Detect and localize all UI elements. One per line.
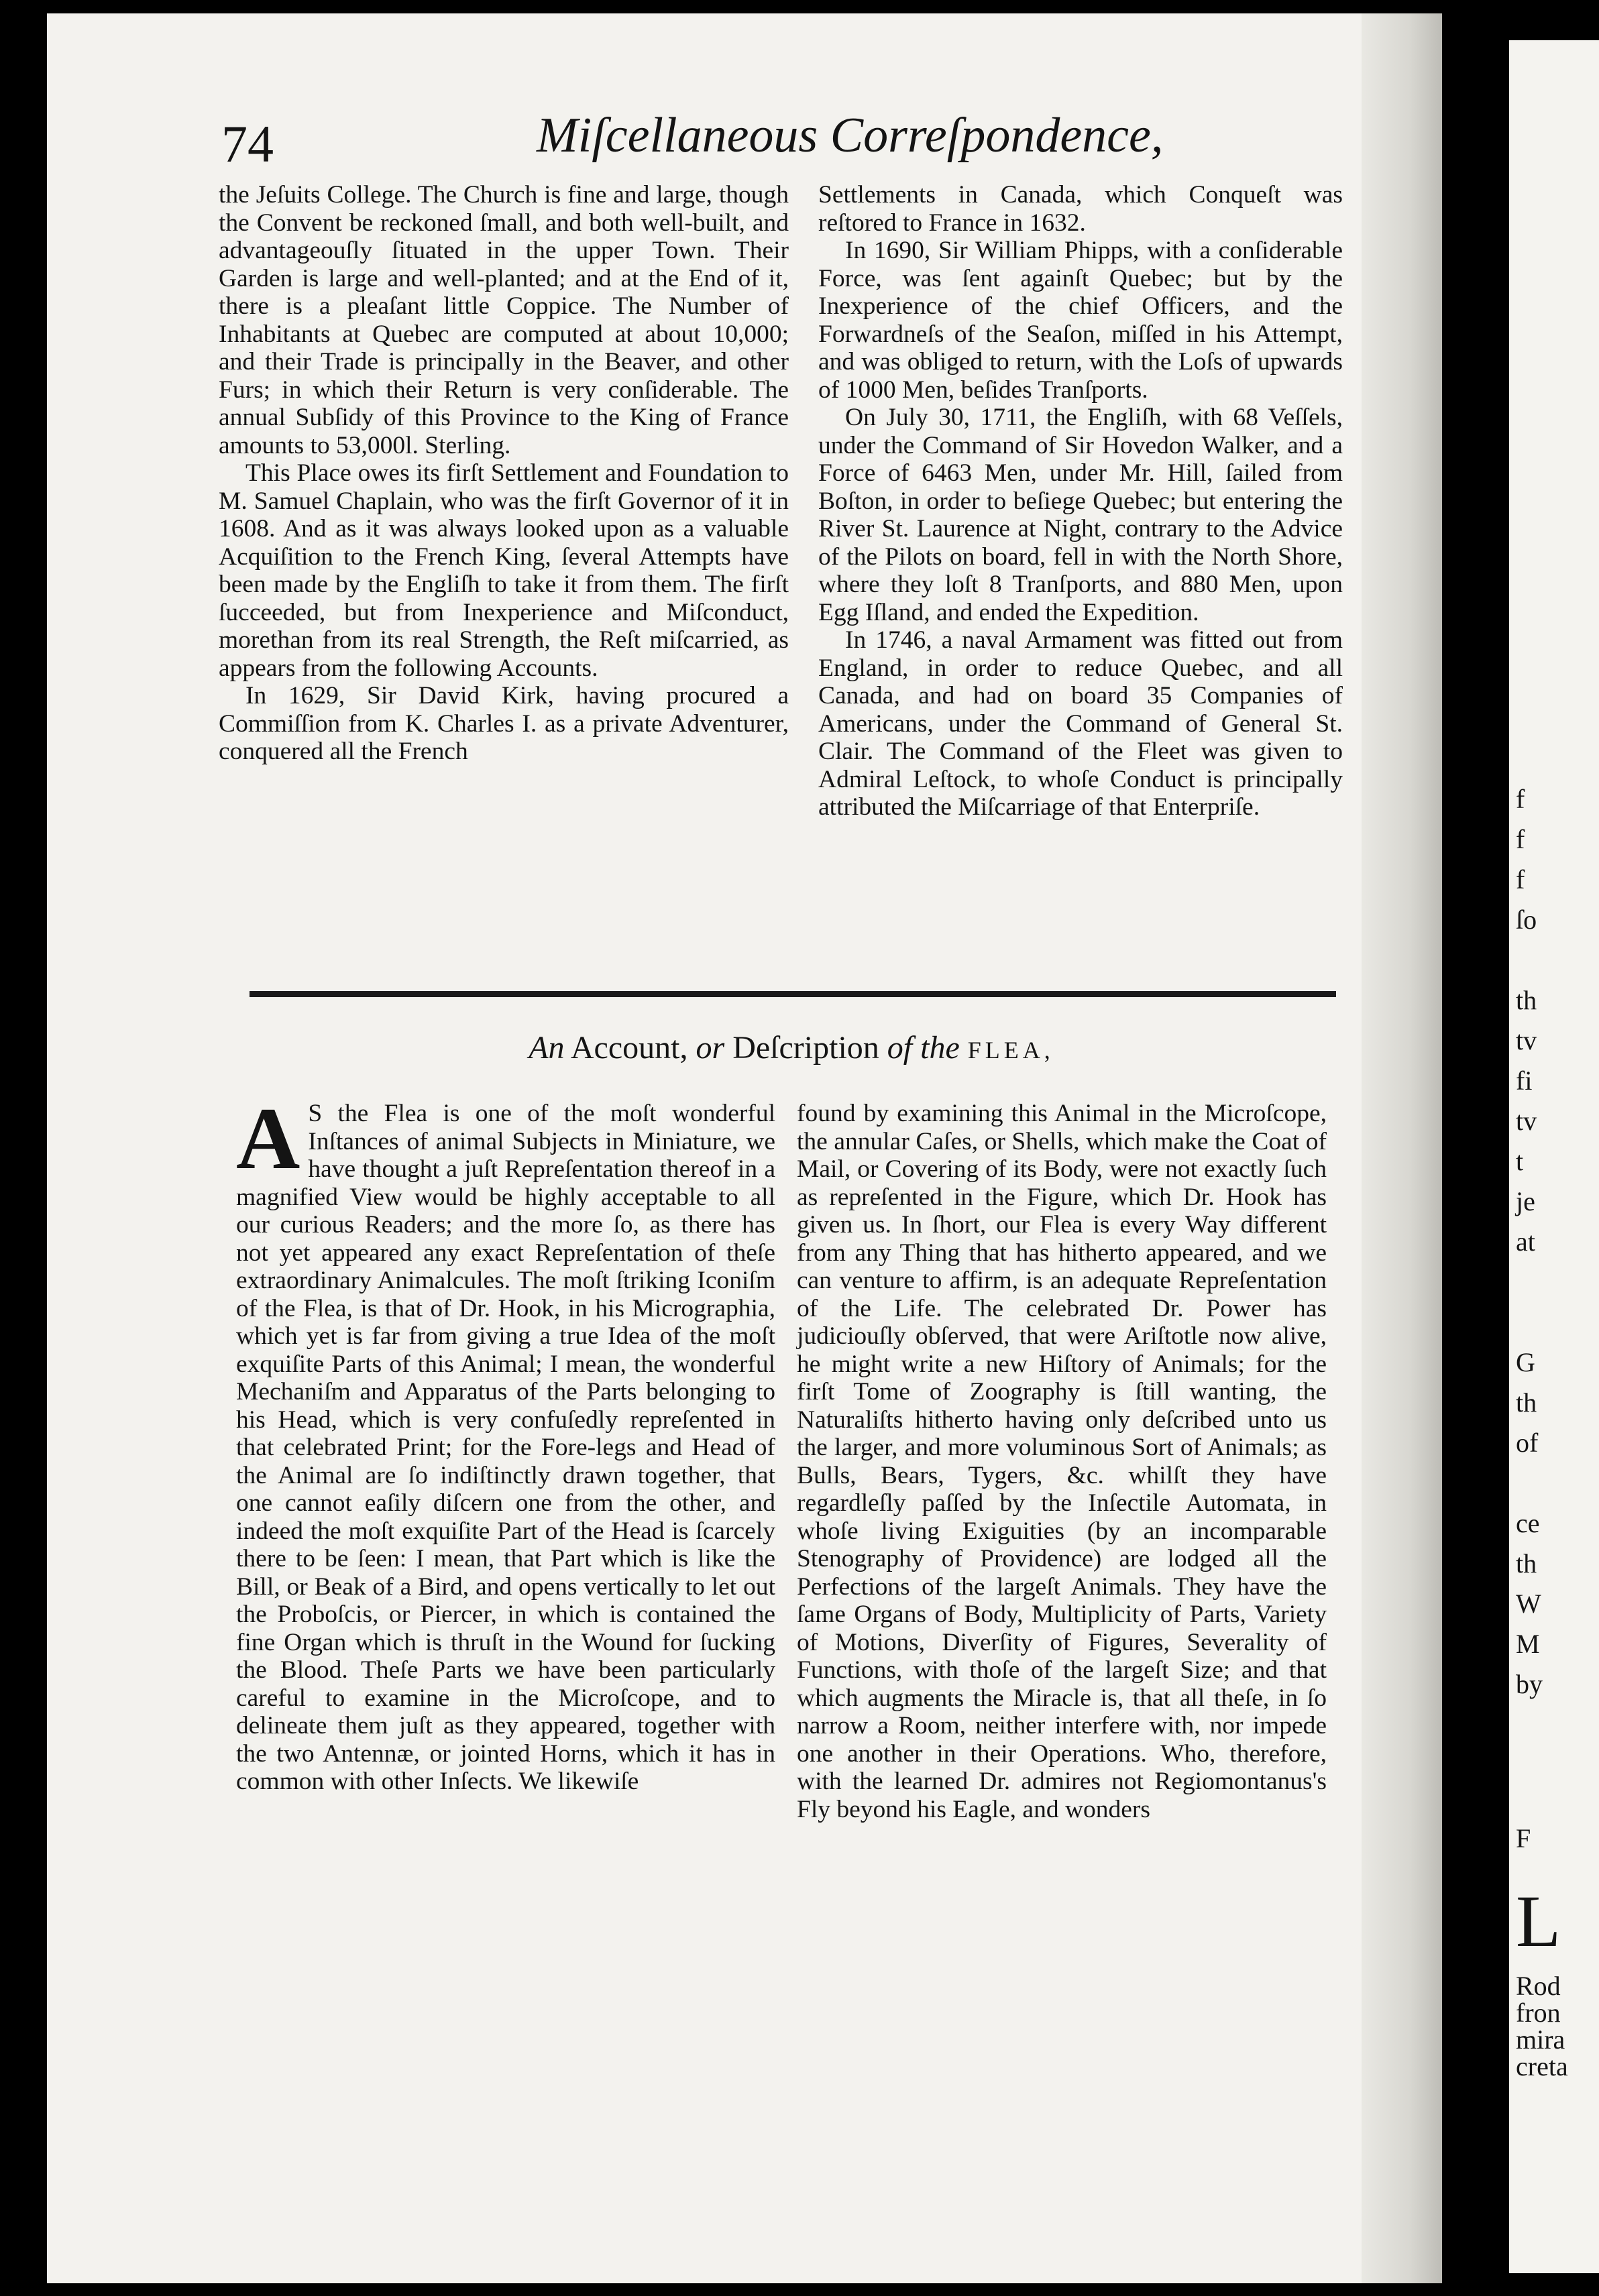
facing-page-fragment: ſo: [1516, 905, 1537, 935]
facing-page-fragment: L: [1516, 1880, 1561, 1962]
facing-page-fragment: of: [1516, 1428, 1539, 1458]
drop-cap: A: [236, 1089, 300, 1188]
facing-page-fragment: F: [1516, 1823, 1531, 1853]
column-top-right: [818, 181, 1343, 821]
paragraph: Settlements in Canada, which Conqueſt was reſtored to France in 1632.: [818, 181, 1343, 237]
paragraph: In 1746, a naval Armament was fitted out from England, in order to reduce Quebec, and all Canada, and had on board 35 Companies of Americans, under the Command of General St. Clair. The Command of the Fleet was given to Admiral Leſtock, to whoſe Conduct is principally attributed the Miſcarriage of that Enterpriſe.: [818, 626, 1343, 821]
title-part: of the: [887, 1030, 960, 1066]
facing-page: [1509, 40, 1599, 2273]
facing-page-fragment: t: [1516, 1146, 1524, 1176]
column-article-left: [236, 1089, 775, 1796]
paragraph: In 1629, Sir David Kirk, having procured a Commiſſion from K. Charles I. as a private Adventurer, conquered all the French: [219, 682, 789, 765]
paragraph: On July 30, 1711, the Engliſh, with 68 Veſſels, under the Command of Sir Hovedon Walker, and a Force of 6463 Men, under Mr. Hill, ſailed from Boſton, in order to beſiege Quebec; but entering the River St. Laurence at Night, contrary to the Advice of the Pilots on board, fell in with the North Shore, where they loſt 8 Tranſports, and 880 Men, upon Egg Iſland, and ended the Expedition.: [818, 404, 1343, 626]
page-edge: [1362, 13, 1442, 2283]
title-part: An: [529, 1030, 565, 1066]
facing-page-fragment: mira: [1516, 2024, 1565, 2055]
paragraph: In 1690, Sir William Phipps, with a conſiderable Force, was ſent againſt Quebec; but by the Inexperience of the chief Officers, and the Forwardneſs of the Seaſon, miſſed in his Attempt, and was obliged to return, with the Loſs of upwards of 1000 Men, beſides Tranſports.: [818, 237, 1343, 404]
facing-page-fragment: ce: [1516, 1508, 1540, 1538]
title-part: Deſcription: [732, 1030, 879, 1066]
facing-page-fragment: je: [1516, 1186, 1535, 1216]
title-part: Account,: [570, 1030, 688, 1066]
column-article-right: [797, 1100, 1327, 1823]
facing-page-fragment: th: [1516, 985, 1537, 1015]
facing-page-fragment: f: [1516, 824, 1525, 854]
paragraph: S the Flea is one of the moſt wonderful Inſtances of animal Subjects in Miniature, we have thought a juſt Repreſentation thereof in a magnified View would be highly acceptable to all our curious Readers; and the more ſo, as there has not yet appeared any exact Repreſentation of theſe extraordinary Animalcules. The moſt ſtriking Iconiſm of the Flea, is that of Dr. Hook, in his Micrographia, which yet is far from giving a true Idea of the moſt exquiſite Parts of this Animal; I mean, the wonderful Mechaniſm and Apparatus of the Parts belonging to his Head, which is very confuſedly repreſented in that celebrated Print; for the Fore-legs and Head of the Animal are ſo indiſtinctly drawn together, that one cannot eaſily diſcern one from the other, and indeed the moſt exquiſite Part of the Head is ſcarcely there to be ſeen: I mean, that Part which is like the Bill, or Beak of a Bird, and opens vertically to let out the Proboſcis, or Piercer, in which is contained the fine Organ which is thruſt in the Wound for ſucking the Blood. Theſe Parts we have been particularly careful to examine in the Microſcope, and to delineate them juſt as they appeared, together with the two Antennæ, or jointed Horns, which it has in common with other Inſects. We likewiſe: [236, 1100, 775, 1795]
facing-page-fragment: tv: [1516, 1025, 1537, 1055]
facing-page-fragment: tv: [1516, 1106, 1537, 1136]
article-title: [248, 1029, 1335, 1066]
paragraph: the Jeſuits College. The Church is fine and large, though the Convent be reckoned ſmall, and both well-built, and advantageouſly ſituated in the upper Town. Their Garden is large and well-planted; and at the End of it, there is a pleaſant little Coppice. The Number of Inhabitants at Quebec are computed at about 10,000; and their Trade is principally in the Beaver, and other Furs; in which their Return is very conſiderable. The annual Subſidy of this Province to the King of France amounts to 53,000l. Sterling.: [219, 181, 789, 459]
page-header: [221, 107, 1348, 181]
facing-page-fragment: M: [1516, 1629, 1540, 1659]
facing-page-fragment: W: [1516, 1589, 1541, 1619]
facing-page-fragment: Rod: [1516, 1971, 1561, 2001]
facing-page-fragment: by: [1516, 1669, 1543, 1699]
column-top-left: [219, 181, 789, 766]
facing-page-fragment: G: [1516, 1347, 1535, 1377]
facing-page-fragment: f: [1516, 864, 1525, 895]
running-title: Miſcellaneous Correſpondence,: [537, 108, 1164, 163]
facing-page-fragment: fi: [1516, 1066, 1533, 1096]
facing-page-fragment: creta: [1516, 2051, 1568, 2081]
paragraph: found by examining this Animal in the Microſcope, the annular Caſes, or Shells, which make the Coat of Mail, or Covering of its Body, were not exactly ſuch as repreſented in the Figure, which Dr. Hook has given us. In ſhort, our Flea is every Way different from any Thing that has hitherto appeared, and we can venture to affirm, is an adequate Repreſentation of the Life. The celebrated Dr. Power has judiciouſly obſerved, that were Ariſtotle now alive, he might write a new Hiſtory of Animals; for the firſt Tome of Zoography is ſtill wanting, the Naturaliſts hitherto having only deſcribed unto us the larger, and more voluminous Sort of Animals; as Bulls, Bears, Tygers, &c. whilſt they have regardleſly paſſed by the Inſectile Automata, in whoſe living Exiguities (by an incomparable Stenography of Providence) are lodged all the Perfections of the largeſt Animals. They have the ſame Organs of Body, Multiplicity of Parts, Variety of Motions, Diverſity of Figures, Severality of Functions, with thoſe of the largeſt Size; and that which augments the Miracle is, that all theſe, in ſo narrow a Room, neither interfere with, nor impede one another in their Operations. Who, therefore, with the learned Dr. admires not Regiomontanus's Fly beyond his Eagle, and wonders: [797, 1100, 1327, 1823]
facing-page-fragment: th: [1516, 1548, 1537, 1578]
title-part: FLEA,: [967, 1037, 1054, 1064]
facing-page-fragment: at: [1516, 1226, 1535, 1257]
facing-page-fragment: f: [1516, 784, 1525, 814]
facing-page-fragment: fron: [1516, 1998, 1561, 2028]
paragraph: This Place owes its firſt Settlement and Foundation to M. Samuel Chaplain, who was the firſt Governor of it in 1608. And as it was always looked upon as a valuable Acquiſition to the French King, ſeveral Attempts have been made by the Engliſh to take it from them. The firſt ſucceeded, but from Inexperience and Miſconduct, morethan from its real Strength, the Reſt miſcarried, as appears from the following Accounts.: [219, 459, 789, 682]
facing-page-fragment: th: [1516, 1387, 1537, 1418]
section-divider: [250, 991, 1336, 997]
page-number: 74: [221, 115, 274, 173]
title-part: or: [696, 1030, 725, 1066]
